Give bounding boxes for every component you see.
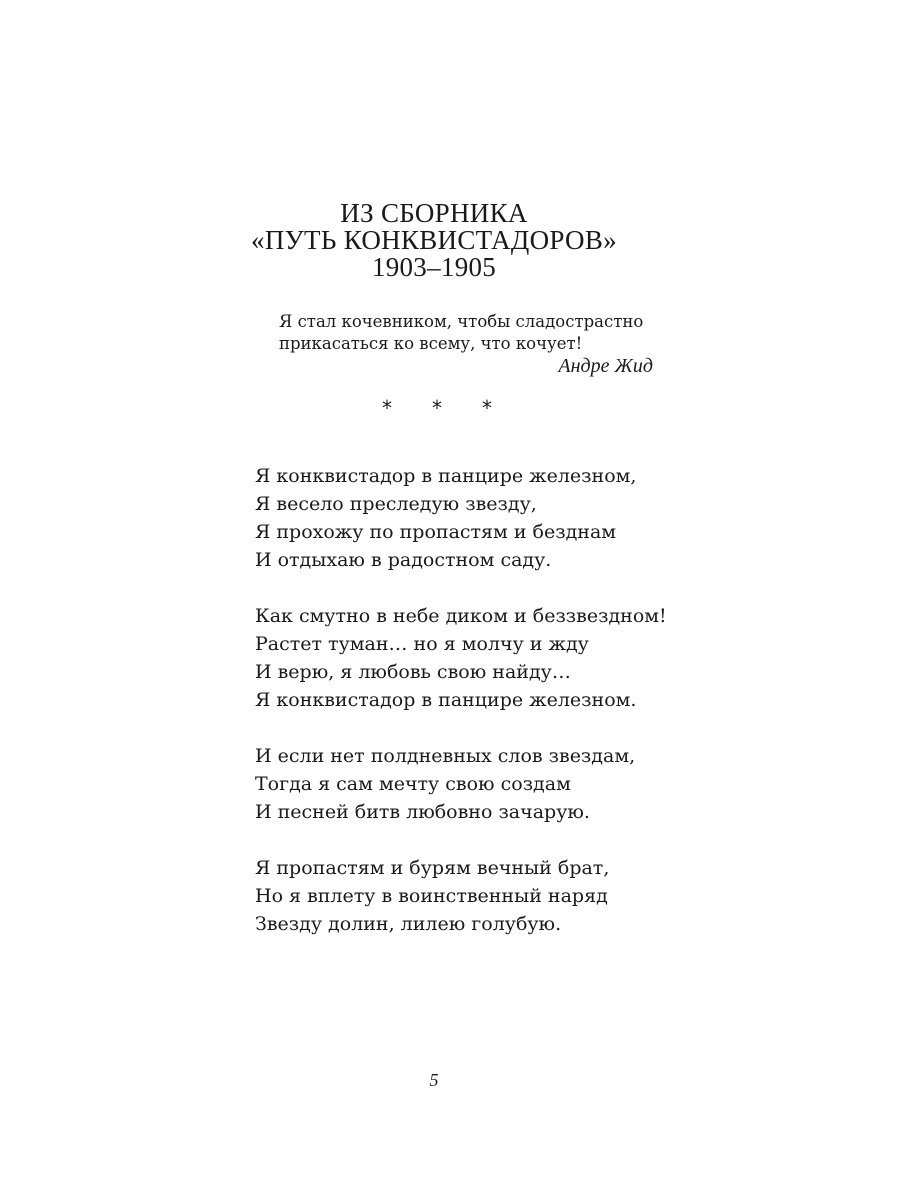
stanza	[255, 742, 667, 826]
stanza	[255, 462, 667, 574]
poem-line: И верю, я любовь свою найду…	[255, 661, 571, 683]
poem-line: Но я вплету в воинственный наряд	[255, 885, 608, 907]
section-separator	[382, 398, 492, 418]
asterisk-icon: *	[382, 396, 392, 420]
page-number: 5	[429, 1070, 439, 1090]
asterisk-icon: *	[482, 396, 492, 420]
stanza	[255, 854, 667, 938]
poem-line: Я прохожу по пропастям и безднам	[255, 521, 617, 543]
title-line-book-name: «ПУТЬ КОНКВИСТАДОРОВ»	[251, 225, 617, 255]
poem-line: Тогда я сам мечту свою создам	[255, 773, 571, 795]
poem-line: Я весело преследую звезду,	[255, 493, 537, 515]
poem-line: И песней битв любовно зачарую.	[255, 801, 590, 823]
title-years: 1903–1905	[371, 252, 497, 282]
epigraph-line: Я стал кочевником, чтобы сладострастно	[279, 312, 644, 331]
section-title	[0, 200, 868, 281]
poem-line: Я пропастям и бурям вечный брат,	[255, 857, 610, 879]
asterisk-icon: *	[432, 396, 442, 420]
epigraph-line: прикасаться ко всему, что кочует!	[279, 334, 583, 353]
epigraph	[279, 311, 653, 377]
poem-line: Я конквистадор в панцире железном,	[255, 465, 637, 487]
stanza	[255, 602, 667, 714]
poem-line: Звезду долин, лилею голубую.	[255, 913, 562, 935]
poem-line: И если нет полдневных слов звездам,	[255, 745, 636, 767]
poem-line: Растет туман… но я молчу и жду	[255, 633, 589, 655]
poem-line: Я конквистадор в панцире железном.	[255, 689, 637, 711]
poem-line: Как смутно в небе диком и беззвездном!	[255, 605, 667, 627]
poem	[255, 462, 667, 966]
poem-line: И отдыхаю в радостном саду.	[255, 549, 552, 571]
epigraph-author: Андре Жид	[558, 355, 653, 377]
title-line-collection: ИЗ СБОРНИКА	[340, 198, 528, 228]
